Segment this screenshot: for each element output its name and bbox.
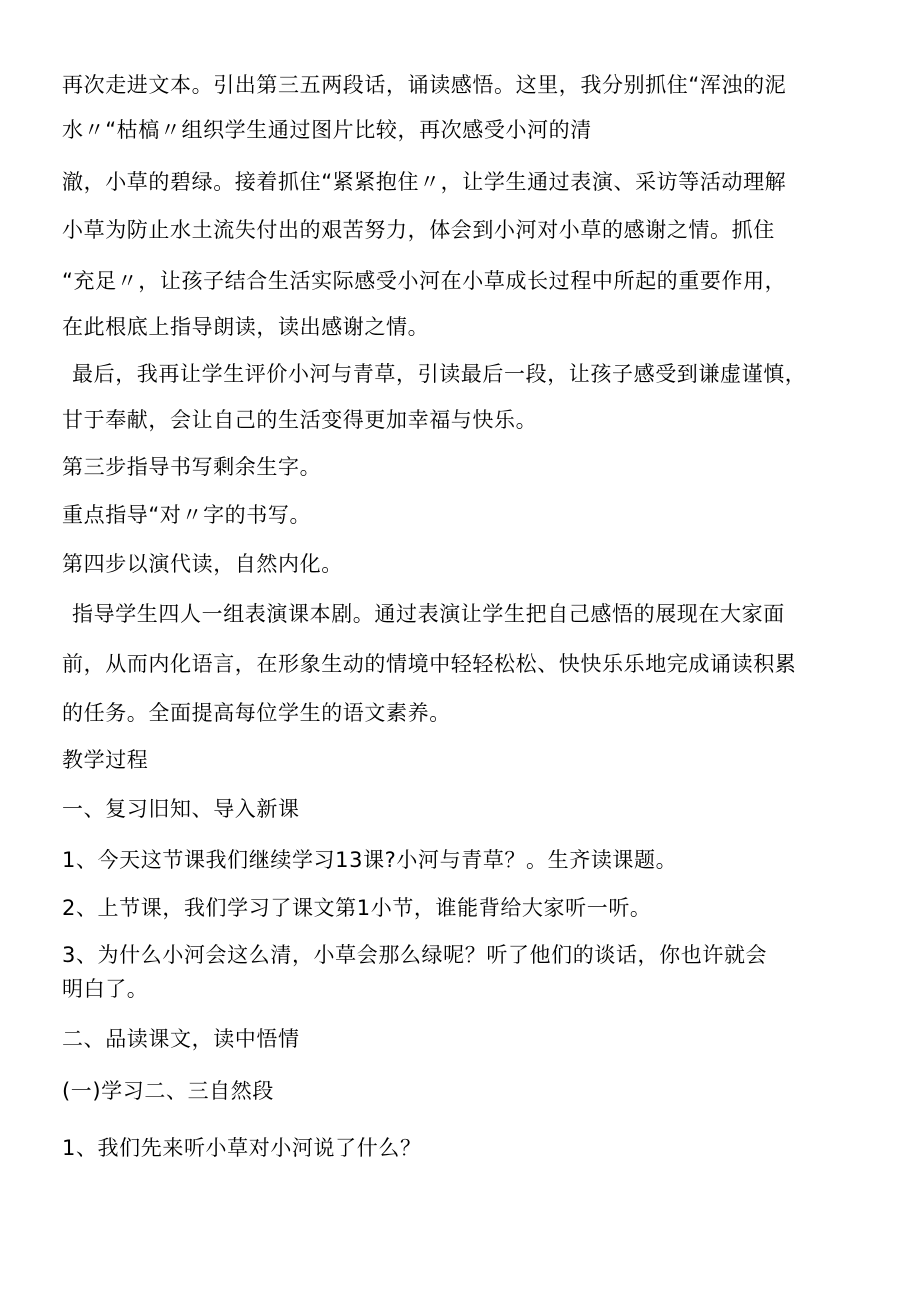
text-line-7: 最后，我再让学生评价小河与青草，引读最后一段，让孩子感受到谦虚谨慎， bbox=[72, 362, 807, 386]
text-line-4: 小草为防止水土流失付出的艰苦努力，体会到小河对小草的感谢之情。抓住 bbox=[62, 218, 775, 242]
text-line-11: 第四步以演代读，自然内化。 bbox=[62, 552, 343, 576]
text-line-14: 的任务。全面提高每位学生的语文素养。 bbox=[62, 701, 451, 725]
text-line-22: (一)学习二、三自然段 bbox=[62, 1079, 274, 1103]
text-line-10: 重点指导“对〃字的书写。 bbox=[62, 503, 312, 527]
text-line-12: 指导学生四人一组表演课本剧。通过表演让学生把自己感悟的展现在大家面 bbox=[72, 602, 785, 626]
text-line-18: 2、上节课，我们学习了课文第1小节，谁能背给大家听一听。 bbox=[62, 896, 652, 920]
text-line-15: 教学过程 bbox=[62, 748, 149, 772]
text-line-16: 一、复习旧知、导入新课 bbox=[62, 797, 300, 821]
text-line-23: 1、我们先来听小草对小河说了什么？ bbox=[62, 1136, 422, 1160]
text-line-17: 1、今天这节课我们继续学习13课?小河与青草？。生齐读课题。 bbox=[62, 848, 678, 872]
text-line-9: 第三步指导书写剩余生字。 bbox=[62, 455, 322, 479]
text-line-3: 澈，小草的碧绿。接着抓住“紧紧抱住〃，让学生通过表演、采访等活动理解 bbox=[62, 170, 787, 194]
text-line-5: “充足〃，让孩子结合生活实际感受小河在小草成长过程中所起的重要作用， bbox=[62, 269, 787, 293]
text-line-19: 3、为什么小河会这么清，小草会那么绿呢？听了他们的谈话，你也许就会 bbox=[62, 943, 768, 967]
text-line-8: 甘于奉献，会让自己的生活变得更加幸福与快乐。 bbox=[62, 408, 538, 432]
text-line-20: 明白了。 bbox=[62, 977, 149, 1001]
text-line-13: 前，从而内化语言，在形象生动的情境中轻轻松松、快快乐乐地完成诵读积累 bbox=[62, 652, 797, 676]
text-line-21: 二、品读课文，读中悟情 bbox=[62, 1027, 300, 1051]
text-line-1: 再次走进文本。引出第三五两段话，诵读感悟。这里，我分别抓住“浑浊的泥 bbox=[62, 73, 787, 97]
text-line-6: 在此根底上指导朗读，读出感谢之情。 bbox=[62, 315, 430, 339]
text-line-2: 水〃“枯槁〃组织学生通过图片比较，再次感受小河的清 bbox=[62, 118, 592, 142]
